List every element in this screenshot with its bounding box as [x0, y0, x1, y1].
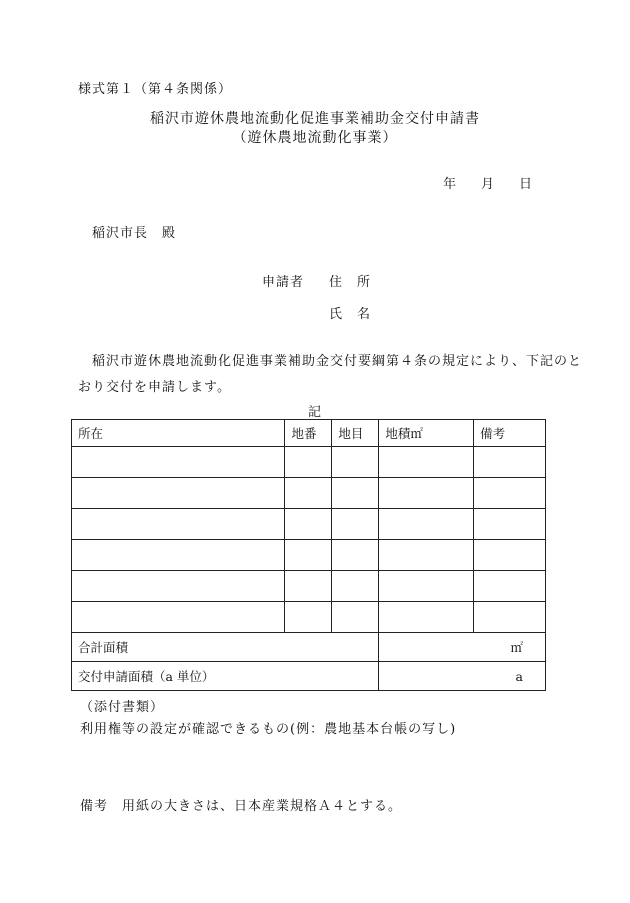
- cell-area[interactable]: [379, 478, 474, 509]
- total-area-unit[interactable]: ㎡: [379, 633, 546, 662]
- cell-remarks[interactable]: [474, 478, 546, 509]
- cell-location[interactable]: [72, 509, 285, 540]
- table-row: [72, 602, 546, 633]
- cell-area[interactable]: [379, 602, 474, 633]
- header-remarks: 備考: [474, 420, 546, 447]
- header-area: 地積㎡: [379, 420, 474, 447]
- cell-location[interactable]: [72, 602, 285, 633]
- cell-area[interactable]: [379, 540, 474, 571]
- applicant-label: 申請者: [262, 275, 305, 290]
- table-row: [72, 571, 546, 602]
- cell-lot-number[interactable]: [285, 509, 332, 540]
- table-row: [72, 540, 546, 571]
- attachments-label: （添付書類）: [80, 700, 165, 715]
- cell-area[interactable]: [379, 447, 474, 478]
- applicant-address-label: 住 所: [329, 275, 372, 290]
- cell-lot-number[interactable]: [285, 571, 332, 602]
- addressee: 稲沢市長 殿: [92, 226, 177, 241]
- body-text-line2: おり交付を申請します。: [78, 380, 231, 395]
- cell-remarks[interactable]: [474, 602, 546, 633]
- cell-land-category[interactable]: [332, 509, 379, 540]
- table-header-row: [72, 420, 546, 447]
- cell-remarks[interactable]: [474, 447, 546, 478]
- document-title: 稲沢市遊休農地流動化促進事業補助金交付申請書: [150, 111, 480, 127]
- form-number: 様式第１（第４条関係）: [78, 82, 233, 97]
- cell-land-category[interactable]: [332, 602, 379, 633]
- applicant-name-label: 氏 名: [329, 307, 372, 322]
- document-subtitle: （遊休農地流動化事業）: [232, 130, 398, 146]
- cell-location[interactable]: [72, 447, 285, 478]
- cell-land-category[interactable]: [332, 571, 379, 602]
- total-area-row: [72, 633, 546, 662]
- cell-remarks[interactable]: [474, 509, 546, 540]
- cell-land-category[interactable]: [332, 447, 379, 478]
- body-text-line1: 稲沢市遊休農地流動化促進事業補助金交付要綱第４条の規定により、下記のと: [92, 354, 583, 369]
- date-month: 月: [481, 177, 496, 192]
- cell-area[interactable]: [379, 571, 474, 602]
- cell-land-category[interactable]: [332, 478, 379, 509]
- cell-location[interactable]: [72, 540, 285, 571]
- cell-remarks[interactable]: [474, 540, 546, 571]
- ki-heading: 記: [308, 405, 323, 420]
- date-year: 年: [443, 177, 458, 192]
- table-row: [72, 478, 546, 509]
- table-row: [72, 509, 546, 540]
- cell-location[interactable]: [72, 571, 285, 602]
- attachments-text: 利用権等の設定が確認できるもの(例：農地基本台帳の写し): [80, 722, 457, 737]
- header-location: 所在: [72, 420, 285, 447]
- header-land-category: 地目: [332, 420, 379, 447]
- total-area-label: 合計面積: [72, 633, 379, 662]
- cell-location[interactable]: [72, 478, 285, 509]
- land-table: [71, 419, 546, 691]
- date-day: 日: [519, 177, 534, 192]
- cell-lot-number[interactable]: [285, 478, 332, 509]
- cell-lot-number[interactable]: [285, 447, 332, 478]
- grant-area-row: [72, 662, 546, 691]
- grant-area-label: 交付申請面積（a 単位）: [72, 662, 379, 691]
- grant-area-unit[interactable]: a: [379, 662, 546, 691]
- table-row: [72, 447, 546, 478]
- cell-lot-number[interactable]: [285, 602, 332, 633]
- cell-area[interactable]: [379, 509, 474, 540]
- cell-land-category[interactable]: [332, 540, 379, 571]
- note: 備考 用紙の大きさは、日本産業規格Ａ４とする。: [80, 799, 403, 814]
- cell-lot-number[interactable]: [285, 540, 332, 571]
- cell-remarks[interactable]: [474, 571, 546, 602]
- header-lot-number: 地番: [285, 420, 332, 447]
